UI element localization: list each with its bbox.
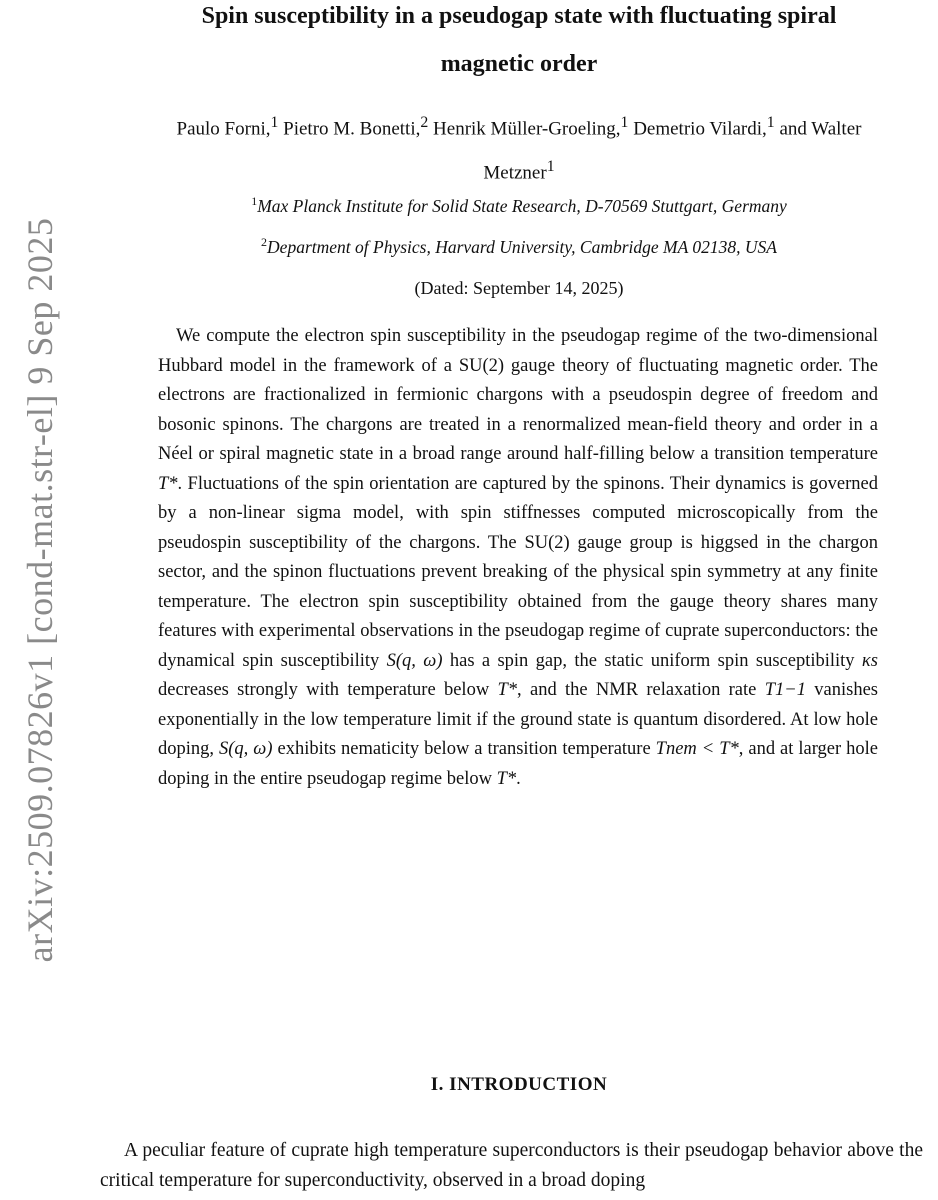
author-name: Demetrio Vilardi, bbox=[628, 118, 767, 140]
abstract-text: We compute the electron spin susceptibility in the pseudogap regime of the two-dimensional Hubbard model in the framework of a SU(2) gauge theory of fluctuating magnetic order. The electrons are fractionalized in fermionic chargons with a pseudospin degree of freedom and bosonic spinons. The chargons are treated in a renormalized mean-field theory and order in a Néel or spiral magnetic state in a broad range around half-filling below a transition temperature bbox=[158, 326, 878, 464]
math-t1-inverse: T1−1 bbox=[764, 680, 806, 700]
abstract-text: vanishes exponentially in the low temperature limit if the ground state is quantum disordered. At low hole doping, bbox=[158, 680, 878, 759]
abstract-text: decreases strongly with temperature below bbox=[158, 680, 498, 700]
abstract-text: , and the NMR relaxation rate bbox=[517, 680, 765, 700]
introduction-paragraph: A peculiar feature of cuprate high temperature superconductors is their pseudogap behavior above the critical temperature for superconductivity, observed in a broad doping bbox=[100, 1140, 923, 1191]
author-affiliation-mark: 1 bbox=[620, 114, 629, 131]
author-affiliation-mark: 1 bbox=[766, 114, 775, 131]
author-name: Pietro M. Bonetti, bbox=[278, 118, 421, 140]
abstract-text: exhibits nematicity below a transition temperature bbox=[272, 739, 656, 759]
affiliation-text: Department of Physics, Harvard University, Cambridge MA 02138, USA bbox=[267, 236, 777, 257]
arxiv-margin-stamp: arXiv:2509.07826v1 [cond-mat.str-el] 9 Sep 2025 bbox=[20, 217, 60, 963]
author-affiliation-mark: 2 bbox=[420, 114, 429, 131]
title-line-2: magnetic order bbox=[440, 51, 598, 77]
affiliation-mark: 2 bbox=[261, 235, 268, 249]
title-line-1: Spin susceptibility in a pseudogap state with fluctuating spiral bbox=[201, 3, 837, 29]
paper-title bbox=[100, 0, 938, 88]
abstract-text: has a spin gap, the static uniform spin susceptibility bbox=[442, 650, 862, 671]
author-name: and Walter Metzner bbox=[483, 118, 862, 184]
author-name: Henrik Müller-Groeling, bbox=[428, 118, 621, 140]
section-heading-introduction: I. INTRODUCTION bbox=[430, 1074, 608, 1095]
affiliation-text: Max Planck Institute for Solid State Research, D-70569 Stuttgart, Germany bbox=[257, 195, 787, 216]
math-kappa-s: κs bbox=[861, 650, 878, 671]
math-t-star: T* bbox=[496, 768, 517, 789]
math-t-star: T* bbox=[497, 680, 518, 700]
math-s-q-omega: S(q, ω) bbox=[219, 739, 273, 759]
author-list bbox=[150, 104, 888, 193]
affiliation-1 bbox=[120, 194, 918, 217]
math-t-star: T* bbox=[158, 473, 178, 494]
affiliation-mark: 1 bbox=[251, 194, 258, 208]
author-affiliation-mark: 1 bbox=[546, 158, 555, 176]
math-t-nem: Tnem < T* bbox=[655, 739, 739, 759]
author-name: Paulo Forni, bbox=[176, 118, 271, 140]
abstract bbox=[158, 322, 878, 794]
author-affiliation-mark: 1 bbox=[270, 114, 279, 131]
affiliation-2 bbox=[120, 235, 918, 258]
abstract-text: . Fluctuations of the spin orientation are captured by the spinons. Their dynamics is governed by a non-linear sigma model, with spin stiffnesses computed microscopically from the pseudospin susceptibility of the chargons. The SU(2) gauge group is higgsed in the chargon sector, and the spinon fluctuations prevent breaking of the physical spin symmetry at any finite temperature. The electron spin susceptibility obtained from the gauge theory shares many features with experimental observations in the pseudogap regime of cuprate superconductors: the dynamical spin susceptibility bbox=[158, 473, 878, 671]
date-line: (Dated: September 14, 2025) bbox=[414, 278, 624, 298]
abstract-text: . bbox=[516, 768, 521, 789]
abstract-text: , and at larger hole doping in the entire pseudogap regime below bbox=[158, 739, 879, 789]
math-s-q-omega: S(q, ω) bbox=[386, 650, 443, 671]
